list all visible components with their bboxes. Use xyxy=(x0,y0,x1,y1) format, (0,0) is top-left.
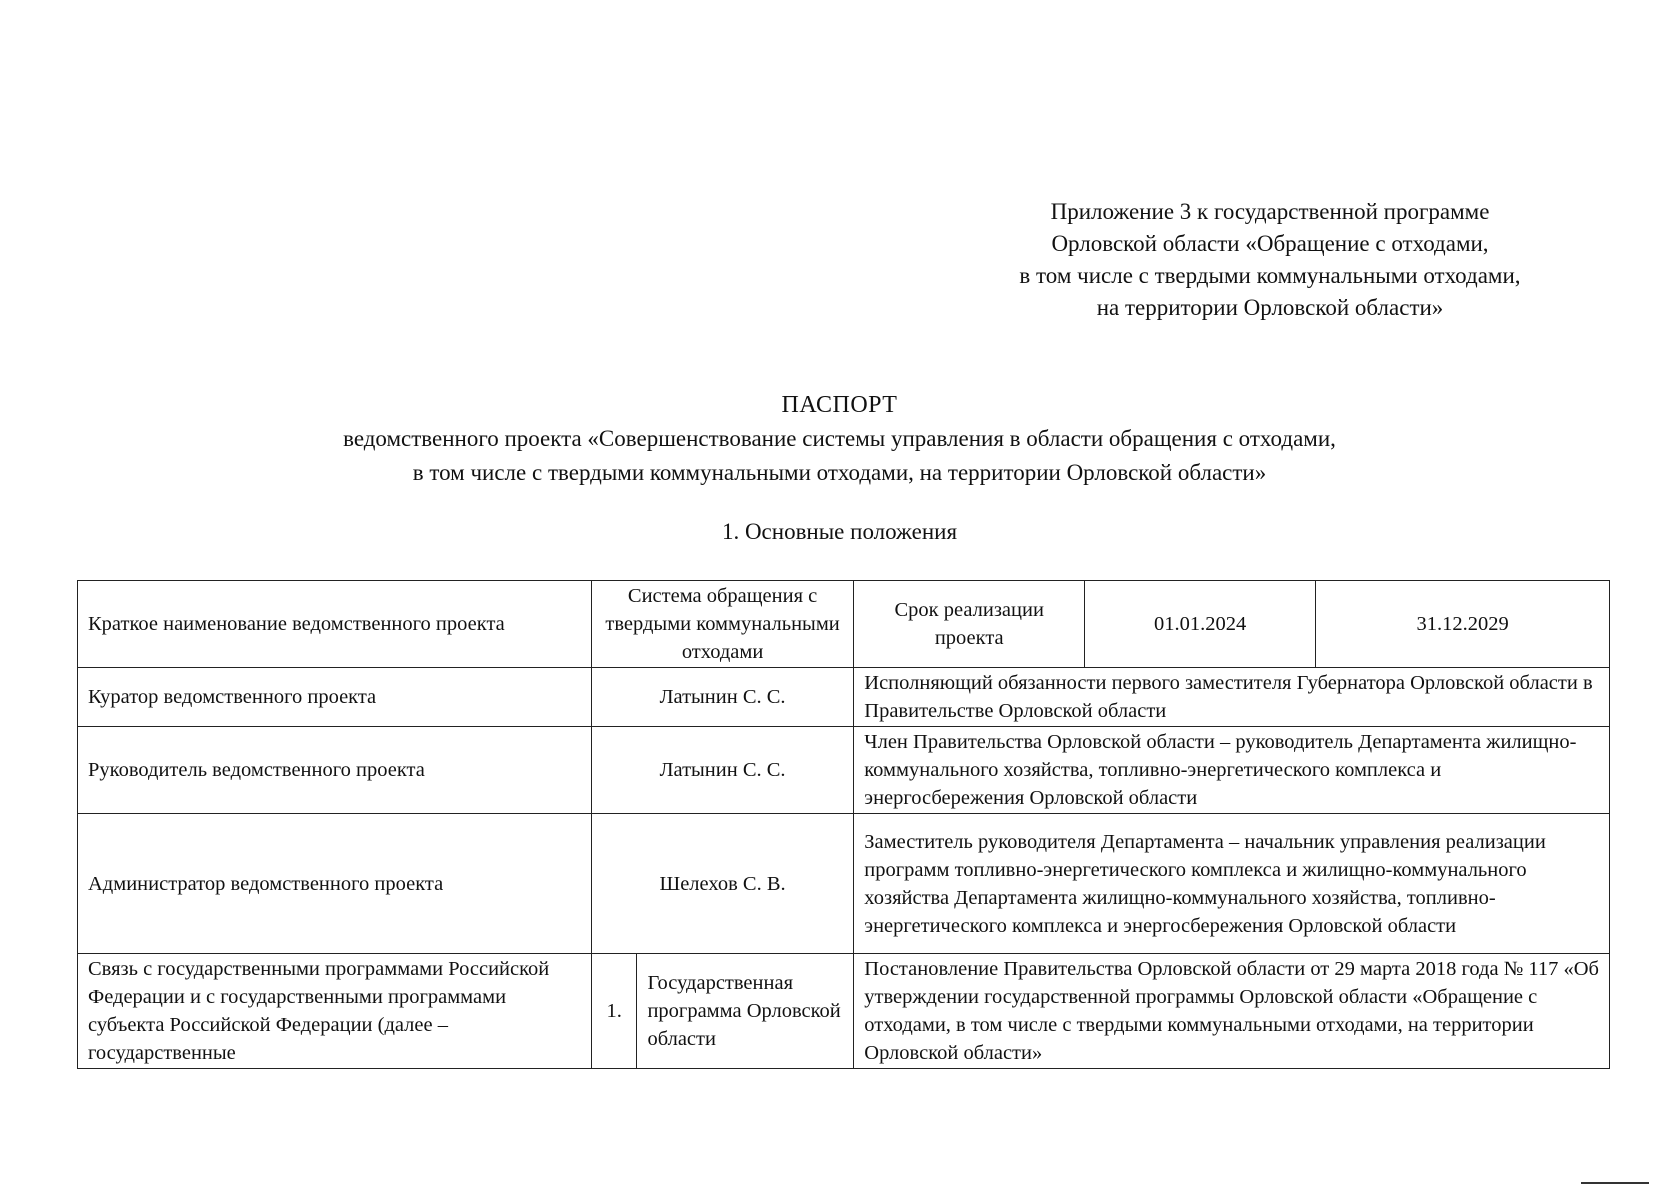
document-title: ПАСПОРТ xyxy=(781,392,898,418)
programs-link-label: Связь с государственными программами Российской Федерации и с государственными программами субъекта Российской Федерации (далее – государственные xyxy=(78,954,592,1069)
administrator-name: Шелехов С. В. xyxy=(591,814,853,954)
curator-name: Латынин С. С. xyxy=(591,668,853,727)
appendix-line: в том числе с твердыми коммунальными отходами, xyxy=(1019,263,1521,288)
administrator-position: Заместитель руководителя Департамента – начальник управления реализации программ топливно-энергетического комплекса и жилищно-коммунального хозяйства Департамента жилищно-коммунального хозяйства, топливно-энергетического комплекса и энергосбережения Орловской области xyxy=(854,814,1610,954)
table-row xyxy=(78,668,1610,727)
program-number: 1. xyxy=(591,954,637,1069)
appendix-line: Орловской области «Обращение с отходами, xyxy=(1051,231,1489,256)
program-type: Государственная программа Орловской области xyxy=(637,954,854,1069)
passport-table xyxy=(77,580,1610,1069)
administrator-label: Администратор ведомственного проекта xyxy=(78,814,592,954)
appendix-line: на территории Орловской области» xyxy=(1096,295,1444,320)
document-subtitle-line: в том числе с твердыми коммунальными отходами, на территории Орловской области» xyxy=(412,460,1267,485)
program-reference: Постановление Правительства Орловской области от 29 марта 2018 года № 117 «Об утверждении государственной программы Орловской области «Обращение с отходами, в том числе с твердыми коммунальными отходами, на территории Орловской области» xyxy=(854,954,1610,1069)
curator-position: Исполняющий обязанности первого заместителя Губернатора Орловской области в Правительстве Орловской области xyxy=(854,668,1610,727)
page-edge-line xyxy=(1581,1182,1649,1184)
table-row xyxy=(78,814,1610,954)
appendix-line: Приложение 3 к государственной программе xyxy=(1050,199,1490,224)
project-short-name-value: Система обращения с твердыми коммунальными отходами xyxy=(591,581,853,668)
table-row xyxy=(78,727,1610,814)
manager-name: Латынин С. С. xyxy=(591,727,853,814)
project-short-name-label: Краткое наименование ведомственного проекта xyxy=(78,581,592,668)
section-heading: 1. Основные положения xyxy=(721,519,958,544)
document-title-block xyxy=(0,388,1679,490)
table-row xyxy=(78,954,1610,1069)
curator-label: Куратор ведомственного проекта xyxy=(78,668,592,727)
manager-position: Член Правительства Орловской области – руководитель Департамента жилищно-коммунального хозяйства, топливно-энергетического комплекса и энергосбережения Орловской области xyxy=(854,727,1610,814)
document-subtitle-line: ведомственного проекта «Совершенствование системы управления в области обращения с отходами, xyxy=(343,426,1336,451)
project-end-date: 31.12.2029 xyxy=(1316,581,1610,668)
table-row xyxy=(78,581,1610,668)
appendix-header xyxy=(860,196,1679,324)
project-start-date: 01.01.2024 xyxy=(1085,581,1316,668)
manager-label: Руководитель ведомственного проекта xyxy=(78,727,592,814)
project-term-label: Срок реализации проекта xyxy=(854,581,1085,668)
